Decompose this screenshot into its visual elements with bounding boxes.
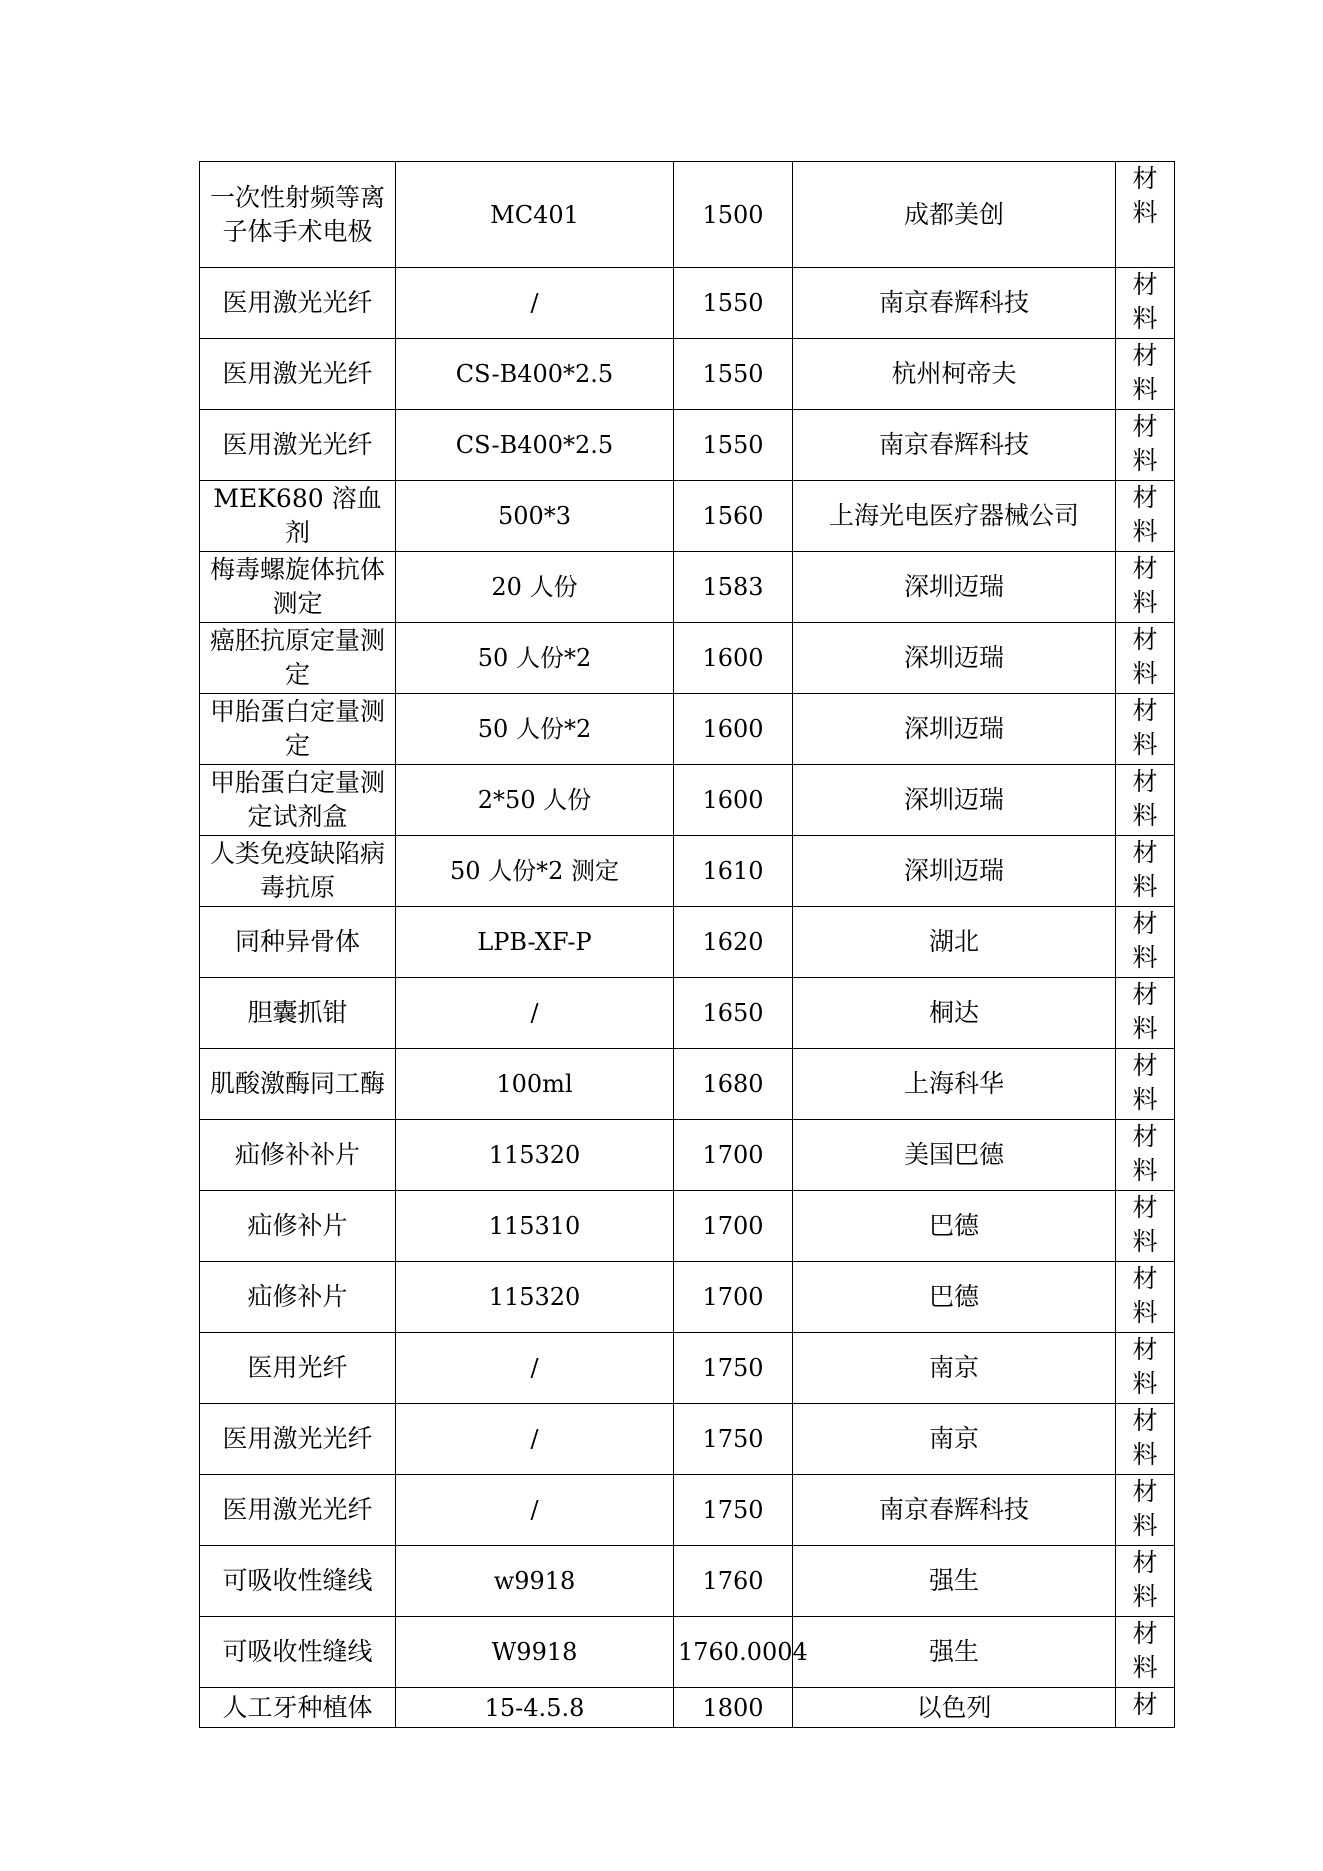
table-row [200,1617,1175,1688]
vendor-cell: 巴德 [793,1191,1116,1262]
price-cell: 1750 [674,1404,793,1475]
price-cell: 1550 [674,268,793,339]
category-cell [1116,978,1175,1049]
category-cell [1116,339,1175,410]
price-cell: 1750 [674,1475,793,1546]
price-cell: 1600 [674,765,793,836]
model-cell: W9918 [396,1617,674,1688]
category-cell [1116,1617,1175,1688]
vendor-cell: 成都美创 [793,162,1116,268]
model-cell: / [396,268,674,339]
table-row [200,1546,1175,1617]
vendor-cell: 深圳迈瑞 [793,694,1116,765]
category-text: 材料 [1132,767,1158,830]
category-text: 材料 [1132,554,1158,617]
price-cell: 1760 [674,1546,793,1617]
model-cell: 115310 [396,1191,674,1262]
vendor-cell: 深圳迈瑞 [793,836,1116,907]
price-table-body [200,162,1175,1728]
category-text: 材料 [1132,1477,1158,1540]
price-table [199,161,1175,1728]
table-row [200,1120,1175,1191]
table-row [200,1688,1175,1728]
vendor-cell: 以色列 [793,1688,1116,1728]
table-row [200,623,1175,694]
category-text: 材料 [1132,412,1158,475]
category-text: 材料 [1132,980,1158,1043]
category-cell [1116,1191,1175,1262]
table-row [200,1191,1175,1262]
category-text: 材料 [1132,1193,1158,1256]
table-row [200,162,1175,268]
table-row [200,552,1175,623]
price-cell: 1600 [674,694,793,765]
vendor-cell: 上海光电医疗器械公司 [793,481,1116,552]
item-name-cell: 甲胎蛋白定量测定 [200,694,396,765]
table-row [200,694,1175,765]
model-cell: 100ml [396,1049,674,1120]
item-name-cell: 疝修补补片 [200,1120,396,1191]
vendor-cell: 南京 [793,1333,1116,1404]
category-cell [1116,765,1175,836]
vendor-cell: 巴德 [793,1262,1116,1333]
table-row [200,1049,1175,1120]
category-text: 材料 [1132,625,1158,688]
category-cell [1116,162,1175,268]
item-name-cell: 同种异骨体 [200,907,396,978]
vendor-cell: 南京 [793,1404,1116,1475]
item-name-cell: 一次性射频等离子体手术电极 [200,162,396,268]
model-cell: CS-B400*2.5 [396,410,674,481]
vendor-cell: 深圳迈瑞 [793,552,1116,623]
price-cell: 1620 [674,907,793,978]
category-text: 材料 [1132,696,1158,759]
category-cell [1116,1049,1175,1120]
model-cell: / [396,978,674,1049]
vendor-cell: 强生 [793,1546,1116,1617]
item-name-cell: 癌胚抗原定量测定 [200,623,396,694]
price-cell: 1680 [674,1049,793,1120]
model-cell: w9918 [396,1546,674,1617]
price-cell: 1800 [674,1688,793,1728]
item-name-cell: 医用光纤 [200,1333,396,1404]
table-row [200,836,1175,907]
category-text: 材料 [1132,483,1158,546]
item-name-cell: 人工牙种植体 [200,1688,396,1728]
vendor-cell: 南京春辉科技 [793,410,1116,481]
table-row [200,907,1175,978]
category-text: 材料 [1132,1335,1158,1398]
model-cell: 15-4.5.8 [396,1688,674,1728]
item-name-cell: 甲胎蛋白定量测定试剂盒 [200,765,396,836]
price-cell: 1550 [674,339,793,410]
table-row [200,339,1175,410]
price-cell: 1550 [674,410,793,481]
vendor-cell: 美国巴德 [793,1120,1116,1191]
item-name-cell: 医用激光光纤 [200,1475,396,1546]
item-name-cell: 胆囊抓钳 [200,978,396,1049]
vendor-cell: 湖北 [793,907,1116,978]
model-cell: CS-B400*2.5 [396,339,674,410]
table-row [200,1333,1175,1404]
category-text: 材料 [1132,341,1158,404]
model-cell: / [396,1333,674,1404]
table-row [200,978,1175,1049]
model-cell: 2*50 人份 [396,765,674,836]
item-name-cell: 医用激光光纤 [200,339,396,410]
table-row [200,410,1175,481]
item-name-cell: 医用激光光纤 [200,410,396,481]
price-cell: 1700 [674,1191,793,1262]
item-name-cell: 医用激光光纤 [200,268,396,339]
category-text: 材料 [1132,909,1158,972]
model-cell: 500*3 [396,481,674,552]
category-cell [1116,1475,1175,1546]
price-cell: 1600 [674,623,793,694]
category-cell [1116,1546,1175,1617]
vendor-cell: 桐达 [793,978,1116,1049]
vendor-cell: 上海科华 [793,1049,1116,1120]
item-name-cell: 可吸收性缝线 [200,1617,396,1688]
price-cell: 1583 [674,552,793,623]
category-cell [1116,1688,1175,1728]
price-cell: 1700 [674,1262,793,1333]
price-cell: 1500 [674,162,793,268]
category-cell [1116,1333,1175,1404]
model-cell: 115320 [396,1262,674,1333]
vendor-cell: 南京春辉科技 [793,1475,1116,1546]
table-row [200,481,1175,552]
category-cell [1116,481,1175,552]
item-name-cell: 肌酸激酶同工酶 [200,1049,396,1120]
table-row [200,1475,1175,1546]
item-name-cell: 疝修补片 [200,1191,396,1262]
category-cell [1116,836,1175,907]
category-text: 材料 [1132,1122,1158,1185]
category-text: 材料 [1132,270,1158,333]
price-cell: 1760.0004 [674,1617,793,1688]
model-cell: / [396,1404,674,1475]
vendor-cell: 深圳迈瑞 [793,765,1116,836]
item-name-cell: 梅毒螺旋体抗体测定 [200,552,396,623]
category-cell [1116,694,1175,765]
category-text: 材料 [1132,1051,1158,1114]
category-cell [1116,268,1175,339]
category-text: 材料 [1132,1264,1158,1327]
item-name-cell: 疝修补片 [200,1262,396,1333]
price-cell: 1560 [674,481,793,552]
item-name-cell: 可吸收性缝线 [200,1546,396,1617]
category-text: 材料 [1132,838,1158,901]
table-row [200,268,1175,339]
model-cell: 50 人份*2 测定 [396,836,674,907]
table-row [200,765,1175,836]
item-name-cell: 医用激光光纤 [200,1404,396,1475]
price-cell: 1700 [674,1120,793,1191]
price-cell: 1750 [674,1333,793,1404]
price-cell: 1610 [674,836,793,907]
model-cell: 50 人份*2 [396,623,674,694]
vendor-cell: 深圳迈瑞 [793,623,1116,694]
category-text: 材料 [1132,164,1158,227]
category-text: 材 [1132,1690,1158,1719]
model-cell: 115320 [396,1120,674,1191]
table-row [200,1262,1175,1333]
price-cell: 1650 [674,978,793,1049]
category-cell [1116,410,1175,481]
category-cell [1116,1262,1175,1333]
vendor-cell: 南京春辉科技 [793,268,1116,339]
category-text: 材料 [1132,1619,1158,1682]
category-cell [1116,552,1175,623]
vendor-cell: 强生 [793,1617,1116,1688]
model-cell: 50 人份*2 [396,694,674,765]
model-cell: / [396,1475,674,1546]
category-text: 材料 [1132,1406,1158,1469]
category-cell [1116,1120,1175,1191]
category-cell [1116,623,1175,694]
category-text: 材料 [1132,1548,1158,1611]
vendor-cell: 杭州柯帝夫 [793,339,1116,410]
model-cell: LPB-XF-P [396,907,674,978]
item-name-cell: MEK680 溶血剂 [200,481,396,552]
category-cell [1116,1404,1175,1475]
model-cell: 20 人份 [396,552,674,623]
table-row [200,1404,1175,1475]
item-name-cell: 人类免疫缺陷病毒抗原 [200,836,396,907]
model-cell: MC401 [396,162,674,268]
category-cell [1116,907,1175,978]
